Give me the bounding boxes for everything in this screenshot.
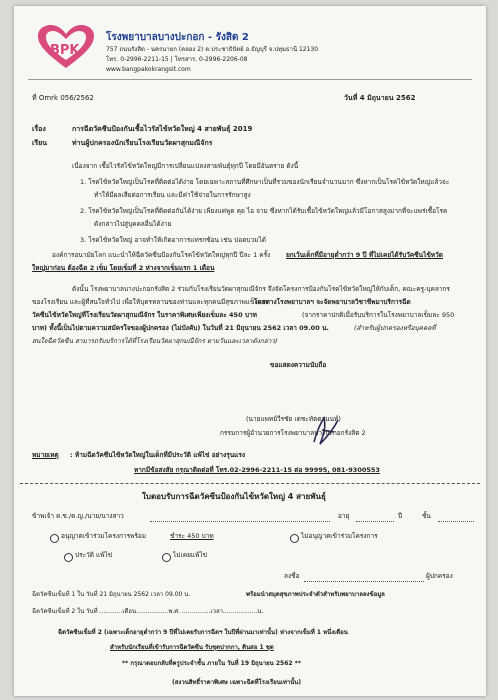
class-label: ชั้น xyxy=(422,512,431,520)
hospital-website: www.bangpakokrangsit.com xyxy=(106,66,191,73)
bpk-logo-icon xyxy=(34,24,98,70)
body-line: 2. โรคไข้หวัดใหญ่เป็นโรคที่ติดต่อกันได้ง่าย เพียงแค่พูด คุย ไอ จาม ซึ่งหากได้รับเชื้อไข้หวัดใหญ่แล้วมีโอกาสสูงมากที่จะแพร่เชื้อโรค xyxy=(80,207,448,215)
recipient-label: เรียน xyxy=(32,139,48,147)
return-note: ** กรุณาตอบกลับที่ครูประจำชั้น ภายใน วันที่ 19 มิถุนายน 2562 ** xyxy=(122,660,301,667)
hospital-name: โรงพยาบาลบางปะกอก - รังสิต 2 xyxy=(106,32,249,43)
deny-radio[interactable] xyxy=(290,534,299,543)
signature-field[interactable] xyxy=(304,575,424,582)
body-line-emphasis: วัคซีนไข้หวัดใหญ่ที่โรงเรียนวัดผาสุกมณีจักร ในราคาพิเศษเพียงเข็มละ 450 บาท xyxy=(32,311,257,319)
form-title: ใบตอบรับการฉีดวัคซีนป้องกันไข้หวัดใหญ่ 4 สายพันธุ์ xyxy=(142,492,326,501)
name-field[interactable] xyxy=(150,515,330,522)
hospital-phone: โทร. 0-2996-2211-15 | โทรสาร. 0-2996-2206-08 xyxy=(106,56,248,63)
body-line: 3. โรคไข้หวัดใหญ่ อาจทำให้เกิดอาการแทรกซ้อน เช่น ปอดบวมได้ xyxy=(80,236,266,244)
body-line-emphasis: ใหญ่มาก่อน ต้องฉีด 2 เข็ม โดยเข็มที่ 2 ห่างจากเข็มแรก 1 เดือน xyxy=(32,264,215,272)
reference-number: ที่ Omrk 056/2562 xyxy=(32,94,94,102)
allow-price: ชำระ 450 บาท xyxy=(170,532,214,540)
letter-date: วันที่ 4 มิถุนายน 2562 xyxy=(344,94,416,102)
egg-allergy-label: ประวัติ แพ้ไข่ xyxy=(75,551,113,559)
note-text: : ห้ามฉีดวัคซีนไข้หวัดใหญ่ในเด็กที่มีประวัติ แพ้ไข่ อย่างรุนแรง xyxy=(70,451,246,459)
rights-note: (สงวนสิทธิ์ราคาพิเศษ เฉพาะฉีดที่โรงเรียนเท่านั้น) xyxy=(172,679,302,686)
letter-page xyxy=(14,6,486,696)
dose2-note: ฉีดวัคซีนเข็มที่ 2 (เฉพาะเด็กอายุต่ำกว่า 9 ปีที่ไม่เคยรับการฉีดฯ ในปีที่ผ่านมาเท่านั้น) ห่างจากเข็มที่ 1 หนึ่งเดือน xyxy=(58,629,348,636)
body-line: ดังนั้น โรงพยาบาลบางปะกอกรังสิต 2 ร่วมกับโรงเรียนวัดผาสุกมณีจักร จึงจัดโครงการป้องกันโรคไข้หวัดใหญ่ให้กับเด็ก, คณะครู-บุคลากร xyxy=(72,285,450,293)
body-line-italic: สนใจฉีดวัคซีน สามารถรับบริการได้ที่โรงเรียนวัดผาสุกมณีจักร ตามวันและเวลาดังกล่าว) xyxy=(32,337,278,345)
egg-allergy-radio[interactable] xyxy=(64,553,73,562)
hospital-address: 757 ถนนรังสิต - นครนายก (คลอง 2) ต.ประชาธิปัตย์ อ.ธัญบุรี จ.ปทุมธานี 12130 xyxy=(106,46,319,53)
signature-label: ลงชื่อ xyxy=(284,572,300,580)
dose1-text: ฉีดวัคซีนเข็มที่ 1 ใน วันที่ 21 มิถุนายน 2562 เวลา 09.00 น. xyxy=(32,591,191,598)
body-line: ดังกล่าวไปสู่บุคคลอื่นได้ง่าย xyxy=(94,220,172,228)
subject-label: เรื่อง xyxy=(32,125,46,133)
deny-label: ไม่อนุญาตเข้าร่วมโครงการ xyxy=(301,532,378,540)
dose1-note: พร้อมนำสมุดสุขภาพประจำตัวสำหรับพยาบาลลงข้อมูล xyxy=(246,591,385,598)
year-label: ปี xyxy=(398,512,403,520)
age-field[interactable] xyxy=(356,515,394,522)
body-line: ของโรงเรียน และผู้ที่สนใจทั่วไป เพื่อให้บุตรหลานของท่านและทุกคนมีสุขภาพแข็งแรง xyxy=(32,298,269,306)
no-egg-allergy-label: ไม่เคยแพ้ไข่ xyxy=(173,551,208,559)
age-label: อายุ xyxy=(338,512,350,520)
gift-note: สำหรับนักเรียนที่เข้ารับการฉีดวัคซีน รับชุดปากกา, ดินสอ 1 ชุด xyxy=(110,644,274,651)
body-line: เนื่องจาก เชื้อไวรัสไข้หวัดใหญ่มีการเปลี่ยนแปลงสายพันธุ์ทุกปี โดยมีอันตราย ดังนี้ xyxy=(72,162,299,170)
allow-label: อนุญาตเข้าร่วมโครงการพร้อม xyxy=(61,532,147,540)
name-label: ข้าพเจ้า ด.ช./ด.ญ./นาย/นางสาว xyxy=(32,512,124,520)
body-line: องค์การอนามัยโลก แนะนำให้ฉีดวัคซีนป้องกันโรคไข้หวัดใหญ่ทุกปี ปีละ 1 ครั้ง xyxy=(52,251,271,259)
body-line: (จากราคาปกติเมื่อรับบริการในโรงพยาบาลเข็มละ 950 xyxy=(302,311,455,319)
body-line-emphasis: โดยทางโรงพยาบาลฯ จะจัดพยาบาลวิชาชีพมาบริการฉีด xyxy=(254,298,411,306)
subject-text: การฉีดวัคซีนป้องกันเชื้อไวรัสไข้หวัดใหญ่ 4 สายพันธุ์ 2019 xyxy=(72,125,253,133)
header-divider xyxy=(28,79,472,80)
recipient-text: ท่านผู้ปกครองนักเรียนโรงเรียนวัดผาสุกมณีจักร xyxy=(72,139,213,147)
no-egg-allergy-radio[interactable] xyxy=(162,553,171,562)
class-field[interactable] xyxy=(438,515,474,522)
signer-name: (นายแพทย์วีรชัย เตชะทัตตานนท์) xyxy=(246,415,341,423)
contact-text: หากมีข้อสงสัย กรุณาติดต่อที่ โทร.02-2996-2211-15 ต่อ 99995, 081-9300553 xyxy=(134,466,380,474)
closing-text: ขอแสดงความนับถือ xyxy=(270,361,327,369)
body-line: 1. โรคไข้หวัดใหญ่เป็นโรคที่ติดต่อได้ง่าย โดยเฉพาะสถานที่ศึกษาเป็นที่รวมของนักเรียนจำนวนมาก ซึ่งหากเป็นโรคไข้หวัดใหญ่แล้วจะ xyxy=(80,178,450,186)
body-line-emphasis: ยกเว้นเด็กที่มีอายุต่ำกว่า 9 ปี ที่ไม่เคยได้รับวัคซีนไข้หวัด xyxy=(286,251,443,259)
dose2-text: ฉีดวัคซีนเข็มที่ 2 ใน วันที่ ............เดือน.................พ.ศ. ...............เวลา..................น. xyxy=(32,608,264,615)
allow-radio[interactable] xyxy=(50,534,59,543)
guardian-label: ผู้ปกครอง xyxy=(426,572,453,580)
cut-line xyxy=(20,483,480,484)
body-line-italic: (สำหรับผู้ปกครองหรือบุคคลที่ xyxy=(354,324,436,332)
note-label: หมายเหตุ xyxy=(32,451,59,459)
body-line-emphasis: บาท) ทั้งนี้เป็นไปตามความสมัครใจของผู้ปกครอง (ไม่บังคับ) ในวันที่ 21 มิถุนายน 2562 เวลา 09.00 น. xyxy=(32,324,329,332)
logo-text: BPK xyxy=(50,43,80,58)
body-line: ทำให้มีผลเสียต่อการเรียน และมีค่าใช้จ่ายในการรักษาสูง xyxy=(94,191,251,199)
signer-title: กรรมการผู้อำนวยการโรงพยาบาลบางปะกอกรังสิต 2 xyxy=(220,429,366,437)
